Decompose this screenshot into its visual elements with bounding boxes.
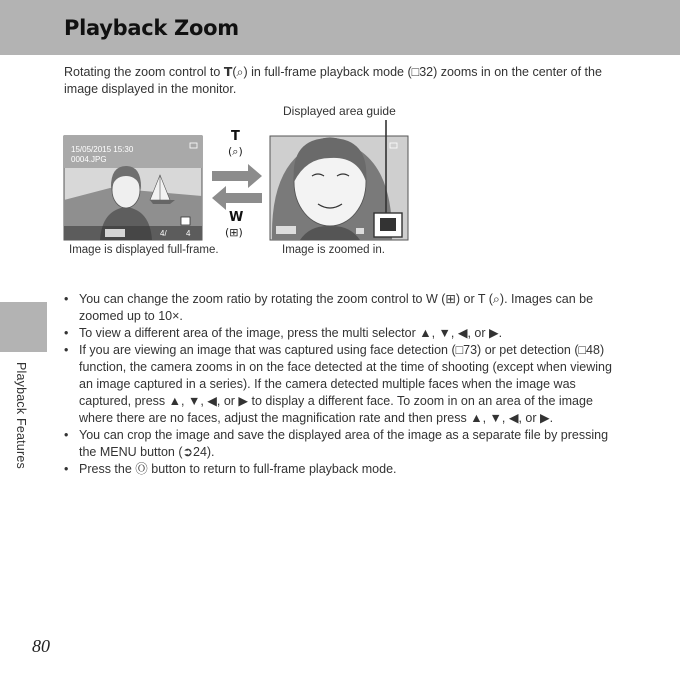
area-guide-marker: [380, 218, 396, 231]
t-zoom-symbol: (⌕): [228, 145, 243, 158]
bullet-face-detection: • If you are viewing an image that was captured using face detection (□73) or pet detection (□48) function, the camera zooms in on the face detected at the time of shooting (except when viewing an image captured in a series). If the camera detected multiple faces when the image was captured, press ▲, ▼, ◀, or ▶ to display a different face. To zoom in on an area of the image where there are no faces, adjust the magnification rate and then press ▲, ▼, ◀, or ▶.: [62, 342, 622, 427]
bullet-list: [62, 291, 622, 478]
zoom-symbol: (⌕): [232, 65, 248, 79]
full-frame-screen: [64, 136, 202, 240]
intro-text-2: in full-frame playback mode (: [247, 65, 412, 79]
w-label: W: [229, 210, 244, 225]
section-label: Playback Features: [14, 362, 28, 469]
arrow-left-icon: [212, 186, 262, 210]
screen-total: 4: [186, 229, 191, 238]
full-frame-caption: Image is displayed full-frame.: [69, 244, 219, 256]
page-ref-icon: □: [411, 65, 420, 79]
t-label: T: [231, 129, 240, 144]
screen-date: 15/05/2015 15:30: [71, 145, 134, 154]
screen-filename: 0004.JPG: [71, 155, 107, 164]
bullet-return: • Press the Ⓞ button to return to full-frame playback mode.: [62, 461, 622, 478]
screen-counter: 4/: [160, 229, 167, 238]
page-number: 80: [32, 636, 50, 656]
zoomed-caption: Image is zoomed in.: [282, 244, 385, 256]
bullet-zoom-ratio: • You can change the zoom ratio by rotating the zoom control to W (⊞) or T (⌕). Images can be zoomed up to 10×.: [62, 291, 622, 325]
guide-label: Displayed area guide: [283, 104, 396, 118]
zoomed-screen: [270, 136, 408, 240]
page-ref-number: 32: [419, 65, 434, 79]
intro-text-3: ) zooms in on the center of the image displayed in the monitor.: [64, 65, 602, 96]
page-title: Playback Zoom: [64, 16, 239, 40]
arrow-right-icon: [212, 164, 262, 188]
intro-text-1: Rotating the zoom control to: [64, 65, 224, 79]
section-tab: [0, 302, 47, 352]
bullet-crop: • You can crop the image and save the displayed area of the image as a separate file by pressing the MENU button (➲24).: [62, 427, 622, 461]
w-thumbnail-symbol: (⊞): [225, 226, 243, 239]
t-glyph: T: [223, 64, 233, 79]
bullet-multi-selector: • To view a different area of the image, press the multi selector ▲, ▼, ◀, or ▶.: [62, 325, 622, 342]
